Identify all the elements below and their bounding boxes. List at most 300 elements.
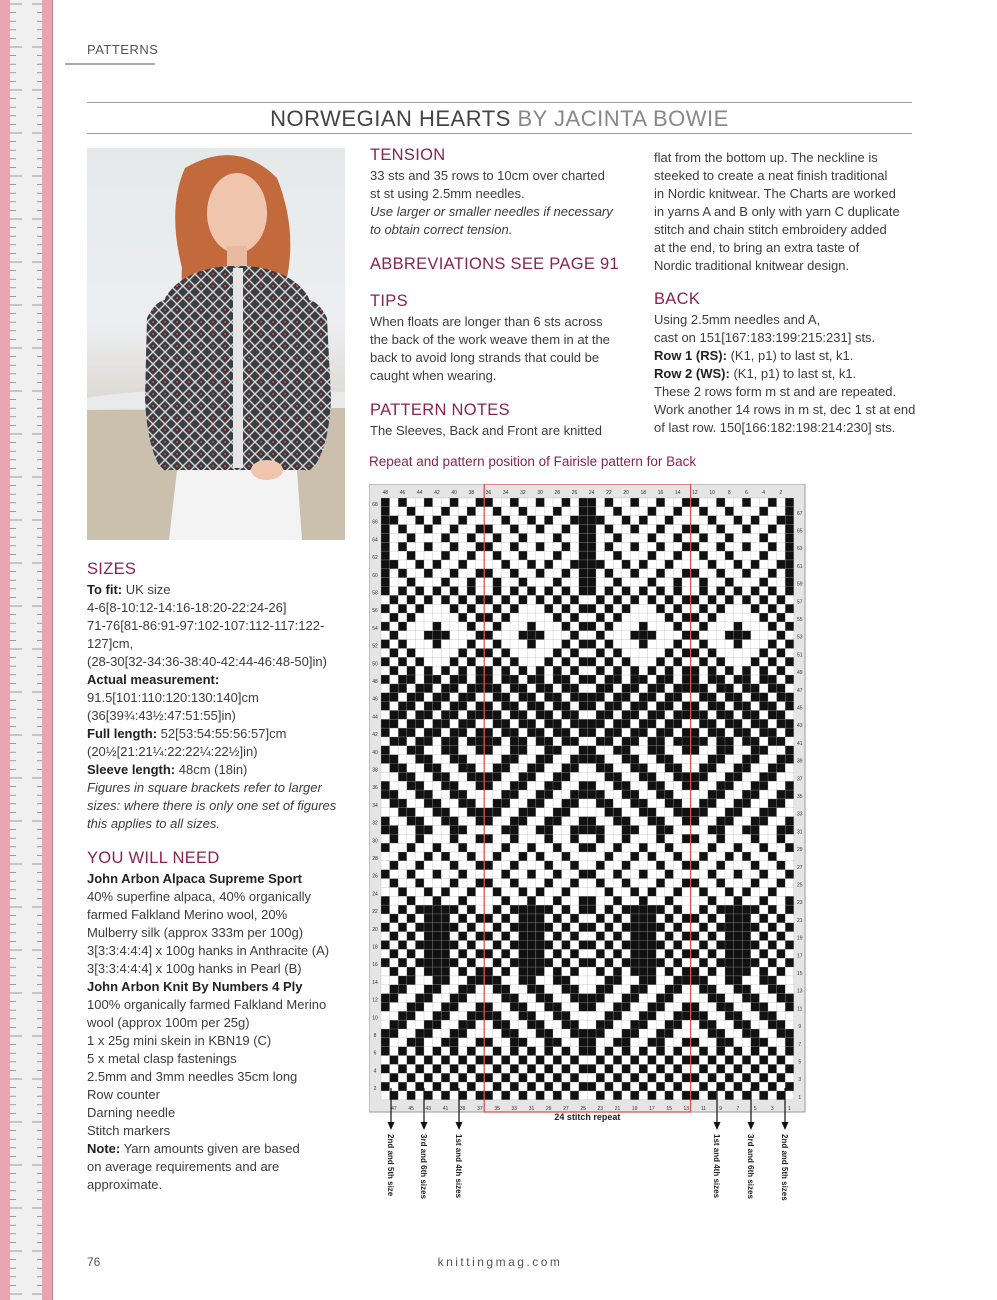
chart-cell-dark [734,1020,743,1029]
chart-cell-dark [742,525,751,534]
chart-cell-dark [570,949,579,958]
chart-cell-dark [570,879,579,888]
chart-cell-dark [785,755,794,764]
chart-cell-dark [777,755,786,764]
chart-cell-dark [544,755,553,764]
chart-cell-dark [751,923,760,932]
chart-cell-dark [519,887,528,896]
chart-cell-dark [536,985,545,994]
chart-cell-dark [613,772,622,781]
chart-cell-dark [415,958,424,967]
chart-cell-dark [665,516,674,525]
chart-cell-dark [519,905,528,914]
chart-cell-dark [450,834,459,843]
chart-cell-dark [630,1020,639,1029]
chart-cell-dark [450,817,459,826]
chart-cell-dark [510,675,519,684]
chart-cell-dark [579,994,588,1003]
chart-bottom-label: 29 [545,1105,552,1112]
chart-cell-dark [759,1002,768,1011]
chart-cell-dark [553,719,562,728]
chart-left-label: 12 [372,997,378,1004]
chart-cell-dark [536,905,545,914]
fairisle-chart [369,484,809,1214]
chart-right-label: 49 [797,670,803,677]
chart-cell-dark [587,1029,596,1038]
chart-cell-dark [484,569,493,578]
chart-cell-dark [536,631,545,640]
chart-cell-dark [415,560,424,569]
chart-cell-dark [484,1038,493,1047]
chart-cell-dark [501,799,510,808]
chart-cell-dark [450,1064,459,1073]
chart-cell-dark [665,675,674,684]
chart-cell-dark [544,1047,553,1056]
chart-cell-dark [785,604,794,613]
chart-cell-dark [562,542,571,551]
chart-cell-dark [510,1082,519,1091]
title-main: NORWEGIAN HEARTS [270,106,511,131]
chart-cell-dark [587,542,596,551]
chart-cell-dark [596,879,605,888]
chart-top-label: 38 [468,490,475,496]
chart-cell-dark [656,879,665,888]
chart-cell-dark [777,985,786,994]
chart-cell-dark [467,941,476,950]
chart-left-label: 6 [373,1050,377,1057]
chart-cell-dark [716,728,725,737]
chart-cell-dark [682,684,691,693]
chart-cell-dark [458,1056,467,1065]
chart-cell-dark [656,657,665,666]
chart-cell-dark [768,764,777,773]
chart-cell-dark [501,790,510,799]
chart-top-label: 12 [692,490,698,496]
chart-cell-dark [613,675,622,684]
chart-cell-dark [484,781,493,790]
chart-cell-dark [467,1011,476,1020]
chart-cell-dark [467,551,476,560]
chart-cell-dark [751,710,760,719]
chart-cell-dark [433,631,442,640]
chart-cell-dark [587,657,596,666]
chart-cell-dark [725,507,734,516]
chart-cell-dark [527,772,536,781]
chart-cell-dark [579,560,588,569]
chart-cell-dark [450,675,459,684]
tension-note: to obtain correct tension. [370,222,513,237]
chart-cell-dark [682,648,691,657]
chart-cell-dark [648,684,657,693]
chart-cell-dark [785,896,794,905]
chart-cell-dark [716,958,725,967]
chart-cell-dark [579,587,588,596]
chart-cell-dark [381,525,390,534]
chart-cell-dark [476,834,485,843]
chart-cell-dark [777,825,786,834]
chart-top-label: 46 [399,490,406,496]
chart-cell-dark [407,1056,416,1065]
chart-cell-dark [605,640,614,649]
chart-cell-dark [536,941,545,950]
chart-cell-dark [381,746,390,755]
chart-cell-dark [777,666,786,675]
chart-cell-dark [441,533,450,542]
chart-cell-dark [734,967,743,976]
chart-cell-dark [777,737,786,746]
chart-cell-dark [407,932,416,941]
chart-cell-dark [476,684,485,693]
model-photo [87,148,345,540]
chart-cell-dark [579,843,588,852]
chart-cell-dark [527,1064,536,1073]
chart-cell-dark [381,578,390,587]
chart-top-label: 36 [485,490,492,496]
chart-cell-dark [476,525,485,534]
chart-cell-dark [691,949,700,958]
chart-cell-dark [682,702,691,711]
chart-cell-dark [441,852,450,861]
chart-cell-dark [605,737,614,746]
chart-cell-dark [759,817,768,826]
chart-cell-dark [699,799,708,808]
chart-cell-dark [639,772,648,781]
chart-cell-dark [544,587,553,596]
chart-cell-dark [544,834,553,843]
chart-cell-dark [673,551,682,560]
chart-cell-dark [587,817,596,826]
chart-cell-dark [398,1082,407,1091]
chart-cell-dark [484,861,493,870]
chart-cell-dark [510,994,519,1003]
chart-cell-dark [398,498,407,507]
chart-cell-dark [759,666,768,675]
chart-bottom-label: 33 [511,1105,518,1112]
size-marker-arrow [782,1122,789,1130]
chart-cell-dark [665,1029,674,1038]
chart-cell-dark [467,799,476,808]
chart-cell-dark [716,702,725,711]
chart-cell-dark [725,746,734,755]
chart-cell-dark [467,622,476,631]
chart-top-label: 4 [762,490,766,496]
chart-cell-dark [587,569,596,578]
chart-cell-dark [742,923,751,932]
chart-cell-dark [493,905,502,914]
chart-cell-dark [596,764,605,773]
chart-cell-dark [381,896,390,905]
chart-cell-dark [630,569,639,578]
chart-cell-dark [476,967,485,976]
chart-bottom-label: 45 [408,1105,414,1112]
chart-cell-dark [433,941,442,950]
chart-cell-dark [484,1073,493,1082]
chart-cell-dark [562,764,571,773]
chart-top-label: 20 [623,490,629,496]
chart-right-label: 35 [797,794,803,801]
chart-cell-dark [398,985,407,994]
chart-cell-dark [656,675,665,684]
chart-cell-dark [725,1056,734,1065]
chart-cell-dark [785,941,794,950]
chart-cell-dark [458,843,467,852]
chart-cell-dark [785,702,794,711]
chart-cell-dark [536,675,545,684]
chart-cell-dark [613,507,622,516]
chart-cell-dark [596,631,605,640]
sizes-heading: SIZES [87,560,137,578]
chart-cell-dark [484,1091,493,1100]
chart-top-label: 22 [606,490,612,496]
chart-cell-dark [415,834,424,843]
chart-cell-dark [699,1047,708,1056]
chart-right-label: 7 [798,1041,802,1048]
actual-label: Actual measurement: [87,672,220,687]
chart-cell-dark [527,896,536,905]
chart-cell-dark [390,790,399,799]
chart-left-label: 28 [372,855,378,862]
chart-cell-dark [570,516,579,525]
chart-cell-dark [656,755,665,764]
chart-cell-dark [390,516,399,525]
chart-cell-dark [691,914,700,923]
chart-cell-dark [476,817,485,826]
chart-cell-dark [407,1002,416,1011]
chart-cell-dark [544,560,553,569]
chart-cell-dark [587,604,596,613]
chart-cell-dark [381,781,390,790]
chart-cell-dark [751,834,760,843]
chart-cell-dark [562,772,571,781]
chart-cell-dark [605,905,614,914]
chart-cell-dark [605,976,614,985]
chart-cell-dark [596,949,605,958]
chart-cell-dark [605,675,614,684]
chart-cell-dark [708,790,717,799]
chart-cell-dark [742,932,751,941]
chart-cell-dark [691,932,700,941]
chart-cell-dark [519,533,528,542]
chart-cell-dark [768,604,777,613]
chart-cell-dark [699,507,708,516]
chart-cell-dark [734,640,743,649]
chart-cell-dark [759,746,768,755]
chart-cell-dark [433,702,442,711]
chart-right-label: 61 [797,563,803,570]
chart-cell-dark [630,949,639,958]
chart-cell-dark [407,967,416,976]
chart-cell-dark [751,1002,760,1011]
chart-cell-dark [398,542,407,551]
chart-cell-dark [656,1038,665,1047]
chart-cell-dark [716,542,725,551]
chart-cell-dark [390,799,399,808]
chart-cell-dark [725,666,734,675]
chart-cell-dark [699,710,708,719]
chart-cell-dark [527,941,536,950]
chart-cell-dark [648,941,657,950]
chart-cell-dark [441,781,450,790]
chart-cell-dark [622,755,631,764]
chart-cell-dark [673,1011,682,1020]
sizes-note: Figures in square brackets refer to larger [87,780,322,795]
chart-cell-dark [424,923,433,932]
chart-cell-dark [536,790,545,799]
chart-cell-dark [665,825,674,834]
chart-cell-dark [613,781,622,790]
chart-cell-dark [476,781,485,790]
chart-cell-dark [630,684,639,693]
chart-cell-dark [691,834,700,843]
chart-cell-dark [579,896,588,905]
chart-cell-dark [424,1091,433,1100]
chart-cell-dark [725,737,734,746]
chart-cell-dark [579,604,588,613]
chart-bottom-label: 3 [770,1105,774,1112]
chart-cell-dark [493,551,502,560]
chart-right-label: 63 [797,546,803,553]
chart-cell-dark [458,967,467,976]
chart-cell-dark [665,932,674,941]
chart-cell-dark [708,914,717,923]
chart-top-label: 10 [709,490,715,496]
chart-cell-dark [785,578,794,587]
chart-cell-dark [596,1091,605,1100]
chart-cell-dark [527,799,536,808]
chart-cell-dark [519,719,528,728]
chart-cell-dark [510,1029,519,1038]
chart-bottom-label: 25 [580,1105,586,1112]
chart-cell-dark [570,560,579,569]
chart-cell-dark [587,516,596,525]
chart-cell-dark [501,1091,510,1100]
chart-cell-dark [553,976,562,985]
chart-cell-dark [527,949,536,958]
chart-cell-dark [467,1064,476,1073]
chart-cell-dark [510,825,519,834]
chart-cell-dark [708,1073,717,1082]
chart-cell-dark [536,542,545,551]
chart-cell-dark [510,604,519,613]
chart-cell-dark [484,879,493,888]
chart-cell-dark [458,1073,467,1082]
chart-cell-dark [656,1002,665,1011]
chart-cell-dark [768,852,777,861]
chart-cell-dark [777,560,786,569]
chart-cell-dark [484,808,493,817]
chart-cell-dark [673,507,682,516]
chart-cell-dark [484,525,493,534]
chart-cell-dark [725,533,734,542]
chart-cell-dark [699,684,708,693]
chart-cell-dark [742,542,751,551]
chart-right-label: 27 [797,864,803,871]
chart-cell-dark [501,914,510,923]
chart-cell-dark [699,587,708,596]
chart-cell-dark [742,852,751,861]
chart-cell-dark [759,551,768,560]
chart-cell-dark [467,657,476,666]
chart-cell-dark [536,684,545,693]
note-text: Yarn amounts given are based [120,1141,300,1156]
chart-cell-dark [768,799,777,808]
chart-cell-dark [424,852,433,861]
chart-cell-dark [441,693,450,702]
chart-cell-dark [777,719,786,728]
chart-cell-dark [768,772,777,781]
chart-cell-dark [708,675,717,684]
chart-top-label: 14 [674,490,681,496]
chart-cell-dark [759,843,768,852]
chart-cell-dark [622,790,631,799]
chart-cell-dark [751,825,760,834]
chart-cell-dark [441,967,450,976]
chart-cell-dark [501,613,510,622]
chart-cell-dark [605,799,614,808]
chart-cell-dark [527,719,536,728]
chart-left-label: 2 [373,1086,377,1093]
sizes-in: (28-30[32-34:36-38:40-42:44-46:48-50]in) [87,654,327,669]
chart-bottom-label: 41 [442,1105,449,1112]
chart-cell-dark [734,958,743,967]
chart-cell-dark [682,595,691,604]
chart-cell-dark [605,1020,614,1029]
chart-cell-dark [691,613,700,622]
chart-cell-dark [519,976,528,985]
chart-top-label: 8 [727,490,731,496]
chart-cell-dark [501,728,510,737]
chart-right-label: 53 [797,634,803,641]
chart-cell-dark [398,1047,407,1056]
chart-cell-dark [613,817,622,826]
chart-cell-dark [570,666,579,675]
chart-cell-dark [682,666,691,675]
row2-text: (K1, p1) to last st, k1. [729,366,857,381]
chart-cell-dark [458,595,467,604]
chart-cell-dark [476,631,485,640]
chart-cell-dark [476,1002,485,1011]
chart-cell-dark [777,1091,786,1100]
chart-cell-dark [527,764,536,773]
chart-cell-dark [725,852,734,861]
chart-cell-dark [777,861,786,870]
chart-cell-dark [613,896,622,905]
chart-cell-dark [639,1082,648,1091]
chart-cell-dark [484,542,493,551]
chart-cell-dark [587,498,596,507]
chart-cell-dark [759,595,768,604]
chart-cell-dark [458,896,467,905]
chart-cell-dark [699,693,708,702]
chart-cell-dark [759,675,768,684]
chart-cell-dark [613,914,622,923]
chart-cell-dark [519,631,528,640]
chart-cell-dark [441,958,450,967]
chart-cell-dark [390,693,399,702]
chart-cell-dark [467,640,476,649]
chart-cell-dark [570,764,579,773]
chart-cell-dark [484,967,493,976]
chart-cell-dark [570,755,579,764]
chart-cell-dark [484,613,493,622]
chart-cell-dark [519,684,528,693]
chart-cell-dark [527,932,536,941]
chart-cell-dark [716,861,725,870]
chart-cell-dark [484,595,493,604]
chart-cell-dark [699,1064,708,1073]
chart-cell-dark [708,825,717,834]
chart-cell-dark [415,516,424,525]
